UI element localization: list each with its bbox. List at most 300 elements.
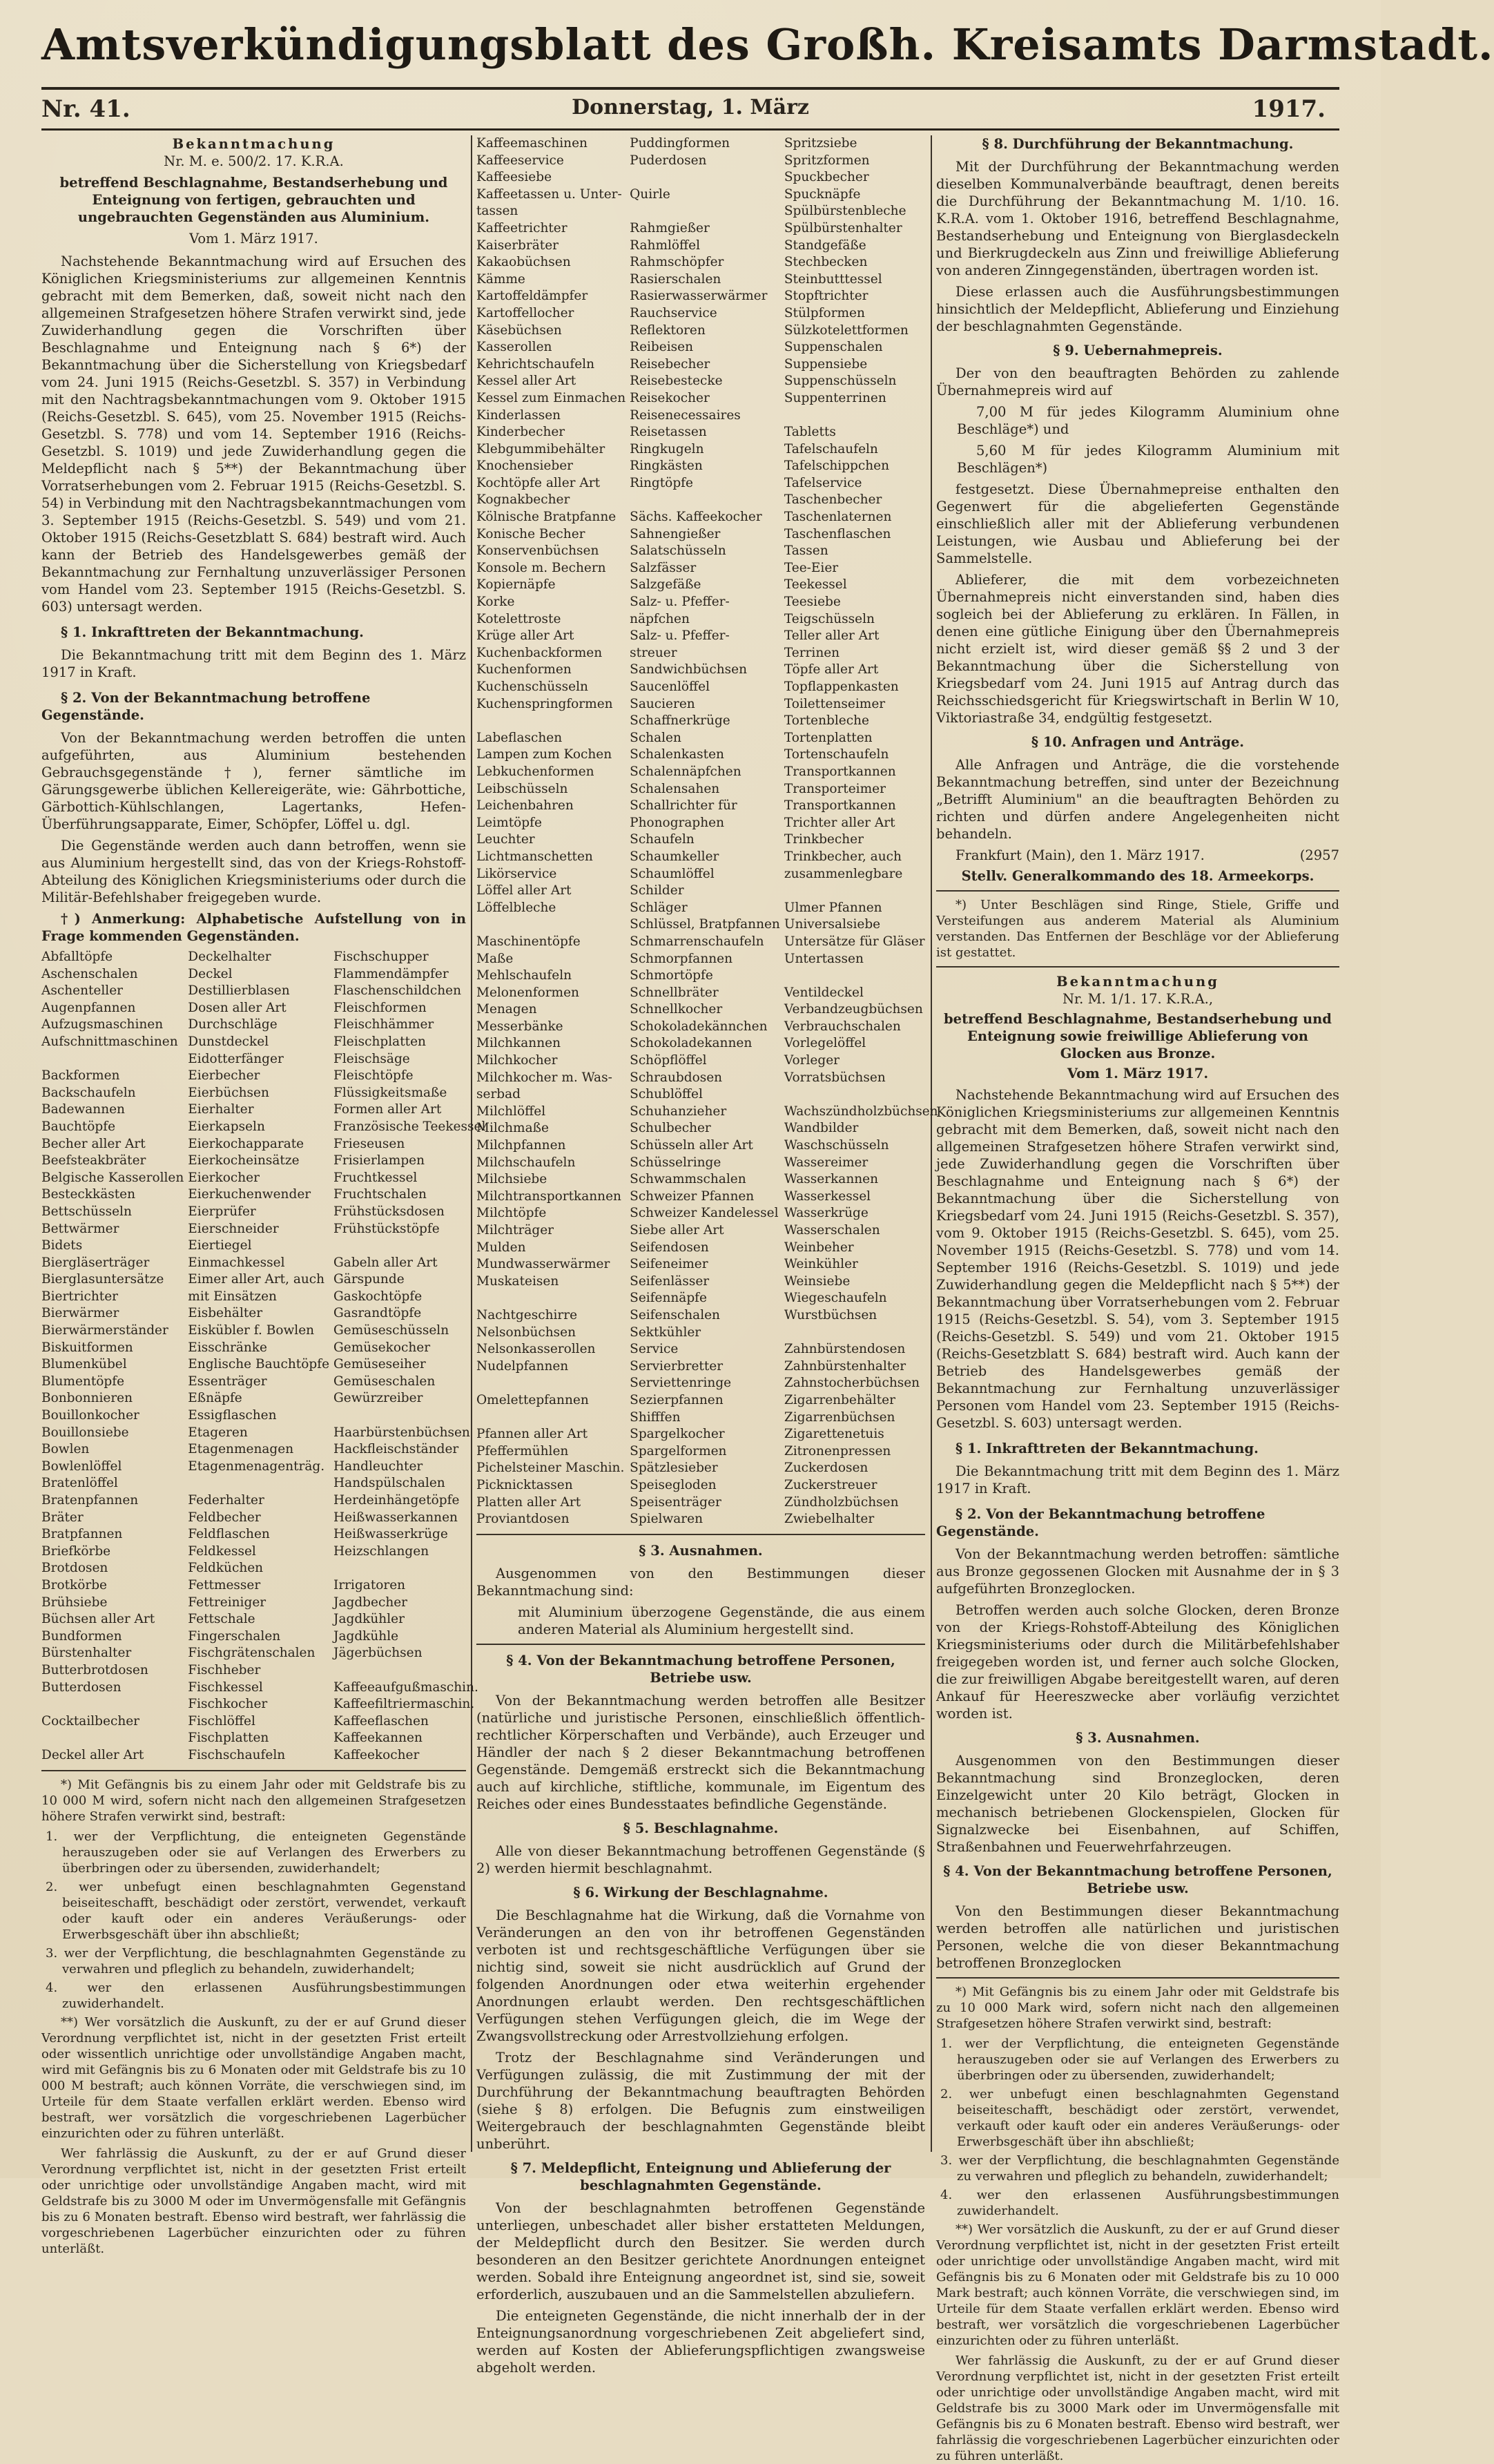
list-item: Eidotterfänger [188, 1051, 284, 1066]
list-item: Krüge aller Art [476, 628, 574, 644]
list-item: Bräter [41, 1510, 84, 1525]
list-item: Kämme [476, 271, 525, 287]
list-item: Töpfe aller Art [784, 662, 879, 677]
divider [936, 966, 1339, 968]
list-item: Wasserkannen [784, 1172, 879, 1187]
notice-intro: Nachstehende Bekanntmachung wird auf Ersuchen des Königlichen Kriegsministeriums zur allgemeinen Kenntnis gebracht mit dem Bemerken, daß, soweit nicht nach den allgemeinen Strafgesetzen höhere Strafen verwirkt sind, jede Zuwiderhandlung gegen die Vorschriften über Beschlagnahme und Enteignung nach § 6*) der Bekanntmachung über die Sicherstellung von Kriegsbedarf vom 24. Juni 1915 (Reichs-Gesetzbl. S. 357), vom 9. Oktober 1915 (Reichs-Gesetzbl. S. 645), vom 25. November 1915 (Reichs-Gesetzbl. S. 778) und vom 14. September 1916 (Reichs-Gesetzbl. S. 1019) und jede Zuwiderhandlung gegen die Meldepflicht nach § 5**) der Bekanntmachung über Vorratserhebungen vom 2. Februar 1915 (Reichs-Gesetzbl. S. 54), vom 3. September 1915 (Reichs-Gesetzbl. S. 549) und vom 21. Oktober 1915 (Reichs-Gesetzblatt S. 684) bestraft wird. Auch kann der Betrieb des Handelsgewerbes gemäß der Bekanntmachung zur Fernhaltung unzuverlässiger Personen vom Handel vom 23. September 1915 (Reichs-Gesetzbl. S. 603) untersagt werden. [936, 1087, 1339, 1431]
list-item: Büchsen aller Art [41, 1612, 155, 1627]
list-item [476, 1375, 625, 1392]
list-item: Bundformen [41, 1628, 122, 1644]
list-item: Milchpfannen [476, 1138, 566, 1153]
list-item: Kopiernäpfe [476, 577, 556, 593]
section-heading: § 3. Ausnahmen. [639, 1542, 763, 1559]
list-item: Backformen [41, 1068, 120, 1084]
list-item: streuer [630, 645, 677, 660]
list-item: Fleischhämmer [333, 1017, 434, 1032]
notice-intro: Nachstehende Bekanntmachung wird auf Ersuchen des Königlichen Kriegsministeriums zur allgemeinen Kenntnis gebracht mit dem Bemerken, daß, soweit nicht nach den allgemeinen Strafgesetzen höhere Strafen verwirkt sind, jede Zuwiderhandlung gegen die Vorschriften über Beschlagnahme und Enteignung nach § 6*) der Bekanntmachung über die Sicherstellung von Kriegsbedarf vom 24. Juni 1915 (Reichs-Gesetzbl. S. 357) in Verbindung mit den Nachtragsbekanntmachungen vom 9. Oktober 1915 (Reichs-Gesetzbl. S. 645), vom 25. November 1915 (Reichs-Gesetzbl. S. 778) und vom 14. September 1916 (Reichs-Gesetzbl. S. 1019) und jede Zuwiderhandlung gegen die Meldepflicht nach § 5**) der Bekanntmachung über Vorratserhebungen vom 2. Februar 1915 (Reichs-Gesetzbl. S. 54) in Verbindung mit den Nachtragsbekanntmachungen vom 3. September 1915 (Reichs-Gesetzbl. S. 549) und vom 21. Oktober 1915 (Reichs-Gesetzblatt S. 684) bestraft wird. Auch kann der Betrieb des Handelsgewerbes gemäß der Bekanntmachung zur Fernhaltung unzuverlässiger Personen vom Handel vom 23. September 1915 (Reichs-Gesetzbl. S. 603) untersagt werden. [41, 253, 466, 615]
list-item: Weinsiebe [784, 1273, 851, 1289]
list-item: Waschschüsseln [784, 1138, 889, 1153]
divider [476, 1534, 925, 1535]
list-item: Kaffeefiltriermaschin. [333, 1697, 475, 1712]
list-item: Feldküchen [188, 1561, 264, 1576]
section-heading: § 9. Uebernahmepreis. [1053, 343, 1223, 358]
list-item: Transporteimer [784, 781, 886, 796]
list-item: Flammendämpfer [333, 966, 449, 981]
list-item [476, 713, 625, 730]
list-item: Bierwärmer [41, 1306, 119, 1321]
list-item: Suppenschalen [784, 340, 883, 355]
list-item: Biskuitformen [41, 1340, 133, 1355]
list-item: Tortenschaufeln [784, 747, 889, 762]
footnote-item: 4. wer den erlassenen Ausführungsbestimmungen zuwiderhandelt. [46, 1980, 466, 2011]
list-item: Trinkbecher, auch [784, 849, 902, 864]
list-item: Bauchtöpfe [41, 1119, 116, 1134]
list-item: Kaffeeflaschen [333, 1713, 429, 1729]
list-item: Gaskochtöpfe [333, 1289, 423, 1304]
list-item: Fingerschalen [188, 1628, 281, 1644]
list-item: Briefkörbe [41, 1543, 111, 1559]
list-item: Mehlschaufeln [476, 968, 572, 983]
list-item: Transportkannen [784, 764, 896, 779]
notice-date: Vom 1. März 1917. [189, 231, 318, 247]
list-item: Phonographen [630, 815, 725, 830]
list-item: Kölnische Bratpfanne [476, 510, 617, 525]
list-item: Gasrandtöpfe [333, 1306, 422, 1321]
list-item: Aschenteller [41, 983, 124, 999]
list-item: Seifennäpfe [630, 1291, 707, 1306]
list-item: Fettreiniger [188, 1595, 266, 1610]
list-item: Kessel aller Art [476, 374, 576, 389]
list-item: Schaumkeller [630, 849, 719, 864]
list-item: Gemüseseiher [333, 1357, 426, 1372]
list-item: Stülpformen [784, 305, 865, 320]
list-item: Formen aller Art [333, 1102, 442, 1117]
signature-number: (2957 [1299, 847, 1339, 863]
section-text: Trotz der Beschlagnahme sind Veränderungen und Verfügungen zulässig, die mit Zustimmung der mit der Durchführung der Bekanntmachung beauftragten Behörden (siehe § 8) erfolgen. Die Befugnis zum einstweiligen Weitergebrauch der beschlagnahmten Gegenstände bleibt unberührt. [476, 2049, 925, 2152]
notice-title: Bekanntmachung [172, 136, 336, 152]
list-item: Seifendosen [630, 1240, 709, 1255]
footnote-item: 3. wer der Verpflichtung, die beschlagnahmten Gegenstände zu verwahren und pfleglich zu behandeln, zuwiderhandelt; [46, 1945, 466, 1976]
list-item: Vorlegelöffel [784, 1036, 866, 1051]
list-item: Fettschale [188, 1612, 255, 1627]
section-heading: § 1. Inkrafttreten der Bekanntmachung. [61, 624, 364, 640]
list-item: Eierkochapparate [188, 1136, 304, 1151]
issue-year: 1917. [1252, 95, 1326, 123]
list-item: Gemüseschüsseln [333, 1323, 449, 1338]
list-item: Puddingformen [630, 136, 730, 151]
list-item: Milchmaße [476, 1121, 549, 1136]
list-item: Eierkocher [188, 1170, 260, 1185]
list-item: Schwammschalen [630, 1172, 746, 1187]
list-item: Puderdosen [630, 153, 707, 168]
section-heading: § 5. Beschlagnahme. [623, 1820, 779, 1836]
list-item: Kinderbecher [476, 425, 565, 440]
list-item: Federhalter [188, 1493, 264, 1508]
list-item: Wasserschalen [784, 1223, 880, 1238]
list-item: Augenpfannen [41, 1000, 136, 1015]
list-item: Ventildeckel [784, 985, 864, 1000]
list-item: Fischgrätenschalen [188, 1646, 316, 1661]
list-item: Taschenflaschen [784, 526, 891, 541]
list-item: Rasierwasserwärmer [630, 289, 768, 304]
list-item [41, 1051, 184, 1068]
list-item: Eisbehälter [188, 1306, 263, 1321]
list-item: Zahnbürstendosen [784, 1342, 906, 1357]
section-text: Diese erlassen auch die Ausführungsbestimmungen hinsichtlich der Meldepflicht, Ablieferung und Einziehung der beschlagnahmten Gegenstände. [936, 284, 1339, 334]
list-item: Eisschränke [188, 1340, 267, 1355]
list-item: Spritzformen [784, 153, 870, 168]
section-text: Ausgenommen von den Bestimmungen dieser Bekanntmachung sind Bronzeglocken, deren Einzelgewicht unter 20 Kilo beträgt, Glocken in mechanisch betriebenen Glockenspielen, Glocken für Signalzwecke bei Eisenbahnen, auf Schiffen, Straßenbahnen und Feuerwehrfahrzeugen. [936, 1753, 1339, 1855]
footnote: *) Mit Gefängnis bis zu einem Jahr oder mit Geldstrafe bis zu 10 000 M wird, sofern nicht nach den allgemeinen Strafgesetzen höhere Strafen verwirkt sind, bestraft: [41, 1777, 466, 1824]
list-item: Fruchtkessel [333, 1170, 418, 1185]
list-item: Konservenbüchsen [476, 543, 599, 559]
list-item: Steinbutttessel [784, 271, 882, 287]
list-item: Frisierlampen [333, 1153, 425, 1168]
list-item: Fischplatten [188, 1731, 269, 1746]
list-item: Schlüssel, Bratpfannen [630, 917, 780, 932]
list-item: Beefsteakbräter [41, 1153, 146, 1168]
list-item: Kaffeeaufgußmaschin. [333, 1679, 478, 1695]
list-item: Reisebestecke [630, 374, 723, 389]
list-item: Bouillonsiebe [41, 1425, 129, 1440]
list-item [630, 169, 780, 186]
section-text: Die Gegenstände werden auch dann betroffen, wenn sie aus Aluminium hergestellt sind, das von der Kriegs-Rohstoff-Abteilung des Königlichen Kriegsministeriums oder durch die Militär-Befehlshaber freigegeben wurde. [41, 838, 466, 905]
list-item: Milchlöffel [476, 1104, 546, 1119]
list-item [41, 1696, 184, 1713]
list-item: Spätzlesieber [630, 1461, 718, 1476]
list-item: Schalennäpfchen [630, 764, 741, 779]
list-item: Bowlenlöffel [41, 1459, 122, 1474]
list-item: Schmarrenschaufeln [630, 934, 764, 949]
list-item: Milchträger [476, 1223, 554, 1238]
list-item: Heizschlangen [333, 1543, 429, 1559]
list-item: Ringkästen [630, 459, 703, 474]
list-item: Spucknäpfe [784, 186, 861, 202]
list-item: Rauchservice [630, 305, 717, 320]
section-text: Von den Bestimmungen dieser Bekanntmachung werden betroffen alle natürlichen und juristischen Personen, welche die von dieser Bekanntmachung betroffenen Bronzeglocken [936, 1903, 1339, 1971]
divider [936, 890, 1339, 892]
list-item: Essigflaschen [188, 1408, 277, 1423]
list-item: Kasserollen [476, 340, 552, 355]
list-item: Butterdosen [41, 1679, 122, 1695]
section-text: Ausgenommen von den Bestimmungen dieser Bekanntmachung sind: [476, 1565, 925, 1599]
list-item: Bratenlöffel [41, 1476, 118, 1491]
list-item: Spülbürstenbleche [784, 204, 906, 219]
list-item: Suppensiebe [784, 356, 868, 372]
list-item: Heißwasserkannen [333, 1510, 458, 1525]
list-item: Französische Teekessel [333, 1119, 486, 1134]
section-text: Alle von dieser Bekanntmachung betroffenen Gegenstände (§ 2) werden hiermit beschlagnahmt. [476, 1842, 925, 1876]
section-text: Von der Bekanntmachung werden betroffen die unten aufgeführten, aus Aluminium bestehenden Gebrauchsgegenstände†), ferner sämtliche im Gärungsgewerbe üblichen Kellereigeräte, wie: Gährbottiche, Gärbottich-Kühlschlangen, Lagertanks, Hefen-Überführungsapparate, Eimer, Schöpfer, Löffel u. dgl. [41, 730, 466, 832]
list-item: Tafelservice [784, 475, 862, 490]
list-item: Schokoladekannen [630, 1036, 753, 1051]
list-item: mit Einsätzen [188, 1289, 277, 1304]
list-item: Bouillonkocher [41, 1408, 139, 1423]
footnote: Wer fahrlässig die Auskunft, zu der er auf Grund dieser Verordnung verpflichtet ist, nicht in der gesetzten Frist erteilt oder unrichtige oder unvollständige Angaben macht, wird mit Geldstrafe bis zu 3000 M oder im Unvermögensfalle mit Gefängnis bis zu 6 Monaten bestraft. Ebenso wird bestraft, wer fahrlässig die vorgeschriebenen Lagerbücher einzurichten oder zu führen unterläßt. [41, 2146, 466, 2256]
list-item: Zuckerstreuer [784, 1477, 877, 1492]
list-item: Schuhanzieher [630, 1104, 727, 1119]
list-item: Pichelsteiner Maschin. [476, 1461, 625, 1476]
dateline [41, 95, 1339, 128]
list-item: Leichenbahren [476, 798, 574, 814]
list-item: Menagen [476, 1002, 537, 1017]
list-item: Zwiebelhalter [784, 1512, 875, 1527]
list-item: Lebkuchenformen [476, 764, 594, 779]
list-item: Stopftrichter [784, 289, 869, 304]
list-item: Saucenlöffel [630, 680, 710, 694]
list-item: Zuckerdosen [784, 1461, 869, 1476]
list-item: Feldflaschen [188, 1527, 270, 1542]
list-item: Bratenpfannen [41, 1493, 139, 1508]
notice-subject: betreffend Beschlagnahme, Bestandserhebung und Enteignung sowie freiwillige Ablieferung von Glocken aus Bronze. [944, 1011, 1332, 1061]
list-item: Schläger [630, 900, 688, 915]
list-item: Kuchenschüsseln [476, 680, 588, 694]
list-item: Jagdkühler [333, 1612, 405, 1627]
list-item: Kaffeeservice [476, 153, 564, 168]
list-item [333, 1662, 485, 1679]
list-item: Schublöffel [630, 1087, 703, 1102]
list-item: Teekessel [784, 577, 847, 593]
price-line: 5,60 M für jedes Kilogramm Aluminium mit Beschlägen*) [957, 443, 1339, 476]
list-item: Spargelformen [630, 1443, 727, 1459]
list-item: Blumenkübel [41, 1357, 127, 1372]
list-item: Jagdbecher [333, 1595, 408, 1610]
list-item: Eiskübler f. Bowlen [188, 1323, 315, 1338]
footnote: **) Wer vorsätzlich die Auskunft, zu der er auf Grund dieser Verordnung verpflichtet ist, nicht in der gesetzten Frist erteilt oder unrichtige oder unvollständige Angaben macht, wird mit Gefängnis bis zu 6 Monaten oder mit Geldstrafe bis zu 10 000 Mark bestraft; auch können Vorräte, die verschwiegen sind, im Urteile für dem Staate verfallen erklärt werden. Ebenso wird bestraft, wer vorsätzlich die vorgeschriebenen Lagerbücher einzurichten oder zu führen unterläßt. [936, 2222, 1339, 2348]
section-text: mit Aluminium überzogene Gegenstände, die aus einem anderen Material als Aluminium hergestellt sind. [518, 1604, 925, 1637]
list-item: Belgische Kasserollen [41, 1170, 184, 1185]
list-item: Backschaufeln [41, 1085, 136, 1100]
list-item: Untersätze für Gläser [784, 934, 925, 949]
section-text: Betroffen werden auch solche Glocken, deren Bronze von der Kriegs-Rohstoff-Abteilung des Königlichen Kriegsministeriums oder durch die Militärbefehlshaber freigegeben worden ist, und ferner auch solche Glocken, die zur freiwilligen Abgabe bereitgestellt waren, auf deren Ankauf für Heereszwecke aber vorläufig verzichtet worden ist. [936, 1602, 1339, 1722]
list-item: Reibeisen [630, 340, 693, 355]
list-item: Kartoffellocher [476, 305, 574, 320]
section-heading: § 4. Von der Bekanntmachung betroffene Personen, Betriebe usw. [506, 1652, 895, 1686]
list-item: Brotkörbe [41, 1577, 107, 1592]
list-item: Sahnengießer [630, 526, 721, 541]
divider [41, 1770, 466, 1771]
list-item: Seifenschalen [630, 1307, 720, 1322]
signature-place: Frankfurt (Main), den 1. März 1917. [955, 847, 1205, 863]
list-item: Shifffen [630, 1409, 681, 1425]
signature-authority: Stellv. Generalkommando des 18. Armeekorps. [961, 868, 1314, 884]
footnote-item: 1. wer der Verpflichtung, die enteigneten Gegenstände herauszugeben oder sie auf Verlangen des Erwerbers zu überbringen oder zu übersenden, zuwiderhandelt; [46, 1829, 466, 1876]
list-item: Kuchenformen [476, 662, 572, 677]
list-item: Standgefäße [784, 238, 866, 253]
list-item: Rahmschöpfer [630, 255, 724, 270]
list-item: Zigarettenetuis [784, 1427, 884, 1442]
list-item: Eierprüfer [188, 1204, 256, 1219]
list-item: Bürstenhalter [41, 1646, 132, 1661]
list-item: Transportkannen [784, 798, 896, 814]
list-item: Weinkühler [784, 1257, 858, 1272]
list-item: Bratpfannen [41, 1527, 123, 1542]
list-item: Reisenecessaires [630, 407, 741, 423]
section-text: festgesetzt. Diese Übernahmepreise enthalten den Gegenwert für die abgelieferten Gegenstände einschließlich aller mit der Ablieferung verbundenen Leistungen, wie Ausbau und Ablieferung bei der Sammelstelle. [936, 481, 1339, 566]
list-item: Zitronenpressen [784, 1443, 891, 1459]
list-item: Eierkapseln [188, 1119, 265, 1134]
list-item: Fischkessel [188, 1679, 263, 1695]
list-item: Schalen [630, 730, 681, 745]
list-item: Fleischplatten [333, 1034, 426, 1049]
notice-ref: Nr. M. 1/1. 17. K.R.A., [1062, 991, 1214, 1007]
list-item: Konische Becher [476, 526, 585, 541]
list-item: Milchtransportkannen [476, 1188, 621, 1204]
list-item: Suppenterrinen [784, 390, 886, 405]
list-item: Biertrichter [41, 1289, 118, 1304]
list-item: Platten aller Art [476, 1494, 581, 1510]
list-item: serbad [476, 1087, 521, 1102]
list-item: Kaffeesiebe [476, 170, 552, 185]
list-item: Frühstückstöpfe [333, 1221, 440, 1236]
list-item: Brühsiebe [41, 1595, 108, 1610]
list-item: Verbandzeugbüchsen [784, 1002, 923, 1017]
list-item: Schokoladekännchen [630, 1019, 768, 1034]
list-item: Eierbecher [188, 1068, 260, 1084]
list-item [41, 1730, 184, 1747]
list-item: Salz- u. Pfeffer- [630, 595, 730, 610]
list-item: Spargelkocher [630, 1427, 725, 1442]
list-item: Sezierpfannen [630, 1392, 724, 1407]
list-item: Hackfleischständer [333, 1442, 459, 1457]
list-item: Sülzkotelettformen [784, 323, 909, 338]
list-item: Fischkocher [188, 1697, 268, 1712]
list-item: Maschinentöpfe [476, 934, 581, 949]
list-item: Universalsiebe [784, 917, 881, 932]
list-item: Fleischtöpfe [333, 1068, 414, 1084]
list-item: Likörservice [476, 866, 557, 881]
list-item: Fleischformen [333, 1000, 427, 1015]
list-item: Bierwärmerständer [41, 1323, 168, 1338]
note-heading: †) Anmerkung: Alphabetische Aufstellung von in Frage kommenden Gegenständen. [41, 911, 466, 944]
list-item: Salz- u. Pfeffer- [630, 628, 730, 644]
list-item: Badewannen [41, 1102, 125, 1117]
list-item: Kuchenbackformen [476, 645, 603, 660]
list-item: Deckel [188, 966, 233, 981]
list-item: Salatschüsseln [630, 543, 726, 559]
list-item: Feldkessel [188, 1543, 256, 1559]
list-item: Wasserkessel [784, 1188, 871, 1204]
list-item [630, 492, 780, 509]
list-item: Wurstbüchsen [784, 1307, 877, 1322]
list-item: Pfeffermühlen [476, 1443, 569, 1459]
issue-number: Nr. 41. [41, 95, 130, 123]
list-item: Rasierschalen [630, 271, 721, 287]
footnote-item: 2. wer unbefugt einen beschlagnahmten Gegenstand beiseiteschafft, beschädigt oder zerstört, verwendet, verkauft oder kauft oder ein anderes Veräußerungs- oder Erwerbsgeschäft über ihn abschließt; [46, 1879, 466, 1942]
list-item: Leimtöpfe [476, 815, 542, 830]
list-item: Milchkannen [476, 1036, 561, 1051]
list-item: Spielwaren [630, 1512, 704, 1527]
footnote-list [936, 2036, 1339, 2219]
list-item: Fruchtschalen [333, 1187, 427, 1202]
list-item: Schalensahen [630, 781, 720, 796]
list-item: Schaumlöffel [630, 866, 715, 881]
list-item: Schulbecher [630, 1121, 711, 1136]
list-item: Abfalltöpfe [41, 950, 113, 964]
list-item: Konsole m. Bechern [476, 560, 606, 575]
list-item: Picknicktassen [476, 1477, 573, 1492]
list-item: Melonenformen [476, 985, 579, 1000]
list-item: Dunstdeckel [188, 1034, 269, 1049]
footnote: Wer fahrlässig die Auskunft, zu der er auf Grund dieser Verordnung verpflichtet ist, nicht in der gesetzten Frist erteilt oder unrichtige oder unvollständige Angaben macht, wird mit Geldstrafe bis zu 3000 Mark oder im Unvermögensfalle mit Gefängnis bis zu 6 Monaten bestraft. Ebenso wird bestraft, wer fahrlässig die vorgeschriebenen Lagerbücher einzurichten oder zu führen unterläßt. [936, 2354, 1339, 2463]
list-item: Kinderlassen [476, 407, 561, 423]
list-item: Löffelbleche [476, 900, 556, 915]
list-item: Kehrichtschaufeln [476, 356, 594, 372]
list-item: Zigarrenbüchsen [784, 1409, 895, 1425]
list-item: Messerbänke [476, 1019, 563, 1034]
divider [936, 1977, 1339, 1979]
list-item: Einmachkessel [188, 1255, 285, 1270]
list-item: Wasserkrüge [784, 1206, 869, 1221]
list-item: Zigarrenbehälter [784, 1392, 895, 1407]
list-item [333, 1238, 485, 1255]
list-item: Spritzsiebe [784, 136, 857, 151]
list-item: Handspülschalen [333, 1476, 445, 1491]
list-item: Dosen aller Art [188, 1000, 287, 1015]
section-text: Von der Bekanntmachung werden betroffen alle Besitzer (natürliche und juristische Personen, einschließlich öffentlich-rechtlicher Körperschaften und Verbände), auch Erzeuger und Händler der nach § 2 dieser Bekanntmachung betroffenen Gegenstände. Demgemäß erstreckt sich die Bekanntmachung auch auf kirchliche, stiftliche, kommunale, im Eigentum des Reiches oder eines Bundesstaates befindliche Gegenstände. [476, 1692, 925, 1812]
section-text: Ablieferer, die mit dem vorbezeichneten Übernahmepreis nicht einverstanden sind, haben dies sogleich bei der Ablieferung zu erklären. In Fällen, in denen eine gütliche Einigung über den Übernahmepreis nicht erzielt ist, wird dieser gemäß §§ 2 und 3 der Bekanntmachung über die Sicherstellung von Kriegsbedarf vom 24. Juni 1915 auf Antrag durch das Reichsschiedsgericht für Kriegswirtschaft in Berlin W 10, Viktoriastraße 34, endgültig festgesetzt. [936, 572, 1339, 726]
list-item: näpfchen [630, 611, 690, 626]
list-item: Schallrichter für [630, 798, 737, 814]
list-item: Terrinen [784, 645, 840, 660]
list-item: Lichtmanschetten [476, 849, 593, 864]
list-item: Tafelschaufeln [784, 441, 878, 456]
list-item: Schnellkocher [630, 1002, 723, 1017]
list-item: Speisegloden [630, 1477, 717, 1492]
footnote-item: 1. wer der Verpflichtung, die enteigneten Gegenstände herauszugeben oder sie auf Verlangen des Erwerbers zu überbringen oder zu übersenden, zuwiderhandelt; [940, 2037, 1339, 2083]
list-item: Vorleger [784, 1053, 840, 1068]
section-text: Die Bekanntmachung tritt mit dem Beginn des 1. März 1917 in Kraft. [936, 1463, 1339, 1496]
list-item: Aschenschalen [41, 966, 138, 981]
list-item: Wandbilder [784, 1121, 859, 1136]
list-item: Kaffeekannen [333, 1731, 423, 1746]
list-item: Tee-Eier [784, 560, 839, 575]
list-item: Korke [476, 595, 515, 610]
list-item: Schraubdosen [630, 1070, 723, 1085]
list-item: Zahnbürstenhalter [784, 1358, 906, 1374]
list-item: Haarbürstenbüchsen [333, 1425, 470, 1440]
list-item [784, 968, 938, 985]
list-item: Gabeln aller Art [333, 1255, 438, 1270]
list-item: Handleuchter [333, 1459, 423, 1474]
list-item: Spuckbecher [784, 170, 869, 185]
footnote-item: 2. wer unbefugt einen beschlagnahmten Gegenstand beiseiteschafft, beschädigt oder zerstört, verwendet, verkauft oder kauft oder ein anderes Veräußerungs- oder Erwerbsgeschäft über ihn abschließt; [940, 2087, 1339, 2149]
list-item: Fischschaufeln [188, 1747, 286, 1762]
section-heading: § 3. Ausnahmen. [1076, 1730, 1200, 1746]
list-item: Fettmesser [188, 1577, 261, 1592]
list-item: Wassereimer [784, 1155, 869, 1170]
footnote-list [41, 1829, 466, 2012]
list-item: Suppenschüsseln [784, 374, 897, 389]
list-item: Schalenkasten [630, 747, 724, 762]
list-item: Schüsselringe [630, 1155, 721, 1170]
list-item: Seifenlässer [630, 1273, 710, 1289]
list-item: Sektkühler [630, 1325, 701, 1340]
list-item: Sächs. Kaffeekocher [630, 510, 762, 525]
list-item [784, 407, 938, 425]
list-item: Ringtöpfe [630, 475, 693, 490]
list-item: Lampen zum Kochen [476, 747, 612, 762]
notice-ref: Nr. M. e. 500/2. 17. K.R.A. [164, 153, 344, 169]
list-item [630, 203, 780, 220]
list-item: Zahnstocherbüchsen [784, 1376, 920, 1391]
list-item: Taschenlaternen [784, 510, 892, 525]
list-item: Seifeneimer [630, 1257, 708, 1272]
list-item: Besteckkästen [41, 1187, 136, 1202]
list-item: Toilettenseimer [784, 696, 886, 711]
items-list [41, 949, 486, 1764]
column-3 [936, 135, 1339, 2463]
